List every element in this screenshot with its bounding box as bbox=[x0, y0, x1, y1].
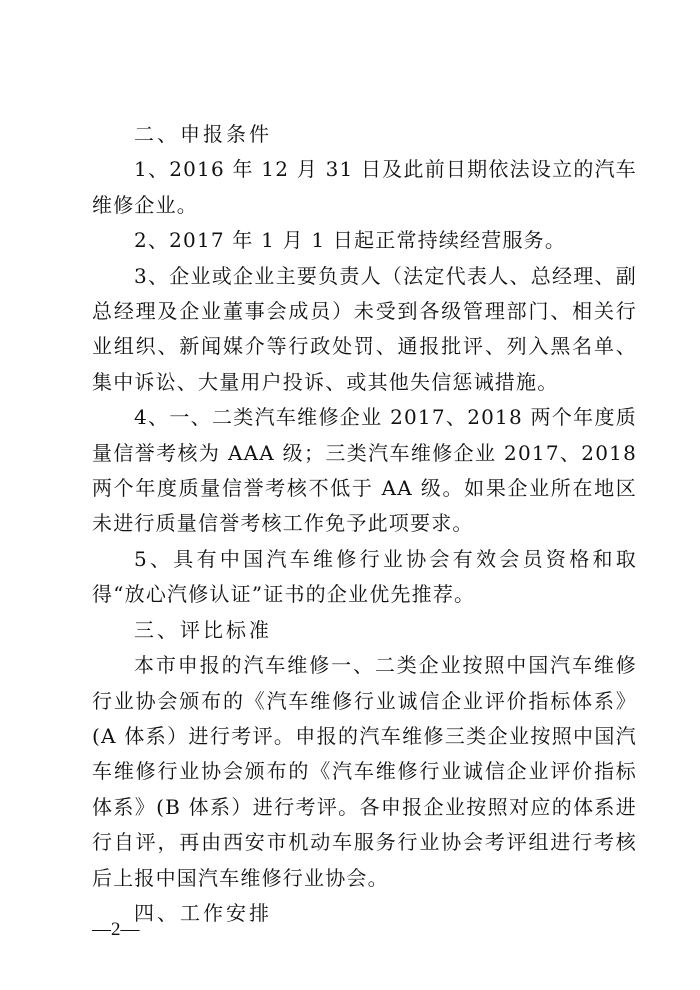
condition-3-paragraph: 3、企业或企业主要负责人（法定代表人、总经理、副总经理及企业董事会成员）未受到各级管理部门、相关行业组织、新闻媒介等行政处罚、通报批评、列入黑名单、集中诉讼、大量用户投诉、或其他失信惩诫措施。 bbox=[92, 263, 637, 394]
condition-1-paragraph: 1、2016 年 12 月 31 日及此前日期依法设立的汽车维修企业。 bbox=[92, 157, 637, 217]
section-heading-work-arrangement: 四、工作安排 bbox=[134, 900, 272, 925]
page-number: —2— bbox=[92, 919, 140, 940]
condition-2-paragraph: 2、2017 年 1 月 1 日起正常持续经营服务。 bbox=[134, 228, 567, 253]
condition-5-paragraph: 5、具有中国汽车维修行业协会有效会员资格和取得“放心汽修认证”证书的企业优先推荐。 bbox=[92, 546, 637, 607]
section-heading-evaluation-criteria: 三、评比标准 bbox=[134, 617, 272, 642]
section-heading-application-conditions: 二、申报条件 bbox=[134, 122, 272, 146]
evaluation-criteria-paragraph: 本市申报的汽车维修一、二类企业按照中国汽车维修行业协会颁布的《汽车维修行业诚信企业评价指标体系》(A 体系）进行考评。申报的汽车维修三类企业按照中国汽车维修行业协会颁布的《汽车维修行业诚信企业评价指标体系》(B 体系）进行考评。各申报企业按照对应的体系进行自评，再由西安市机动车服务行业协会考评组进行考核后上报中国汽车维修行业协会。 bbox=[92, 653, 637, 890]
document-body bbox=[92, 117, 637, 931]
condition-4-paragraph: 4、一、二类汽车维修企业 2017、2018 两个年度质量信誉考核为 AAA 级；三类汽车维修企业 2017、2018 两个年度质量信誉考核不低于 AA 级。如果企业所在地区未进行质量信誉考核工作免予此项要求。 bbox=[92, 405, 637, 536]
